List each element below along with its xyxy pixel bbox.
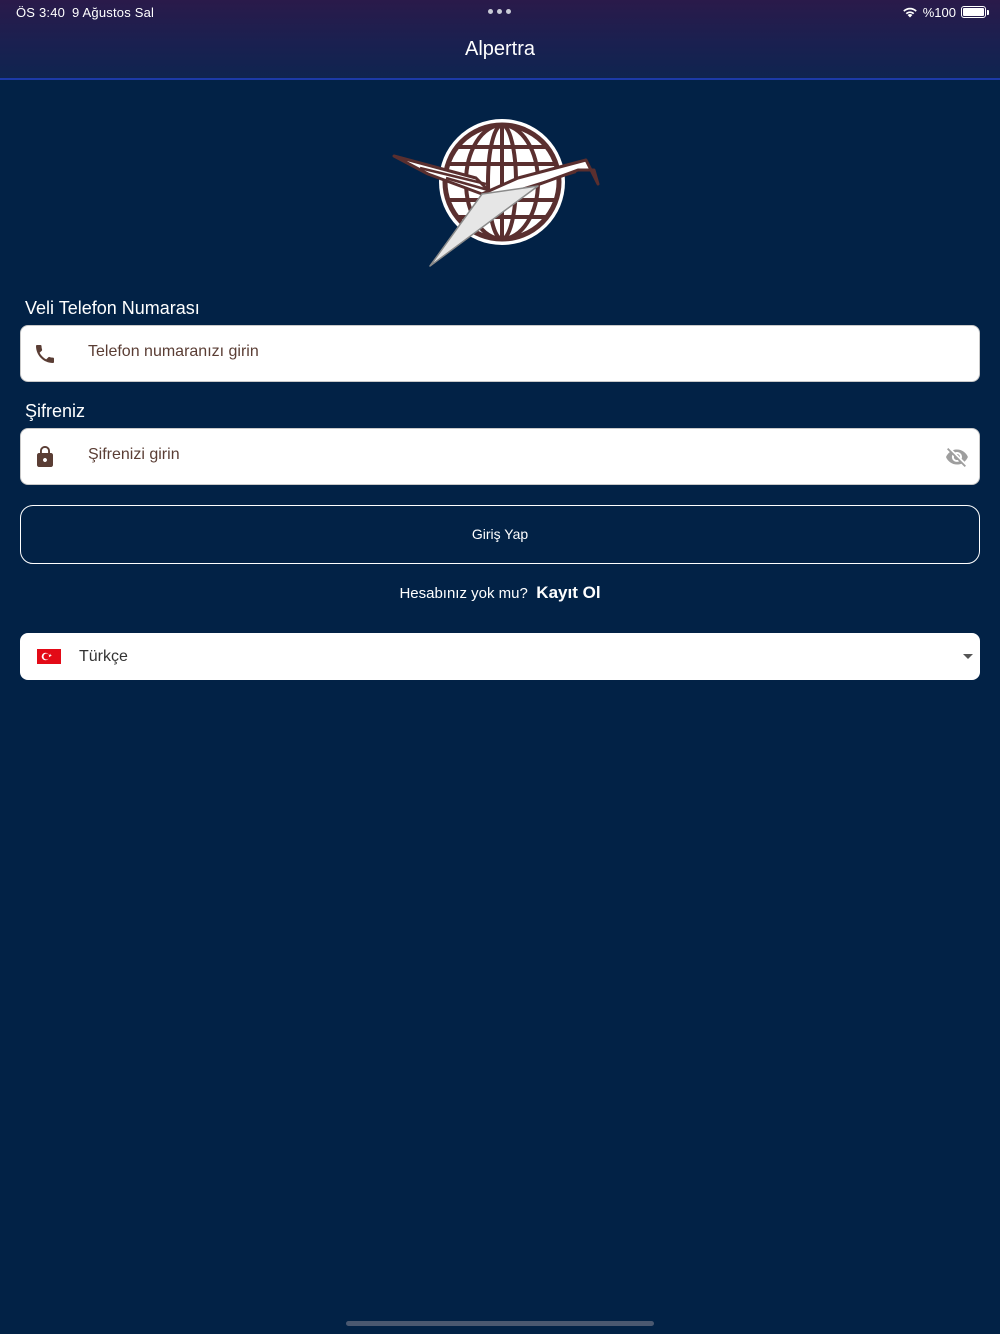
register-link[interactable]: Kayıt Ol: [536, 583, 601, 602]
password-input[interactable]: [20, 428, 980, 485]
turkey-flag-icon: [37, 649, 61, 664]
password-placeholder: Şifrenizi girin: [88, 446, 180, 463]
status-indicators: [902, 4, 986, 20]
status-time: ÖS 3:40: [16, 5, 66, 20]
register-row: [0, 583, 1000, 603]
dropdown-arrow-icon: [963, 654, 973, 659]
register-prompt: Hesabınız yok mu?: [399, 585, 528, 602]
language-dropdown[interactable]: [20, 633, 980, 680]
multitasking-dots-icon[interactable]: [488, 9, 512, 15]
phone-icon: [33, 342, 57, 366]
phone-input[interactable]: [20, 325, 980, 382]
password-label: Şifreniz: [25, 401, 86, 421]
lock-icon: [33, 445, 57, 469]
language-label: Türkçe: [79, 648, 128, 665]
wifi-icon: [902, 6, 918, 18]
status-date: 9 Ağustos Sal: [72, 5, 155, 20]
visibility-off-icon[interactable]: [945, 445, 969, 469]
home-indicator[interactable]: [346, 1321, 654, 1326]
login-button[interactable]: Giriş Yap: [20, 505, 980, 564]
battery-percentage: %100: [922, 4, 956, 20]
phone-label: Veli Telefon Numarası: [25, 298, 200, 318]
phone-placeholder: Telefon numaranızı girin: [88, 343, 259, 360]
app-header: [0, 0, 1000, 80]
battery-icon: [961, 6, 986, 18]
app-logo: [390, 112, 612, 272]
app-title: Alpertra: [464, 38, 536, 60]
